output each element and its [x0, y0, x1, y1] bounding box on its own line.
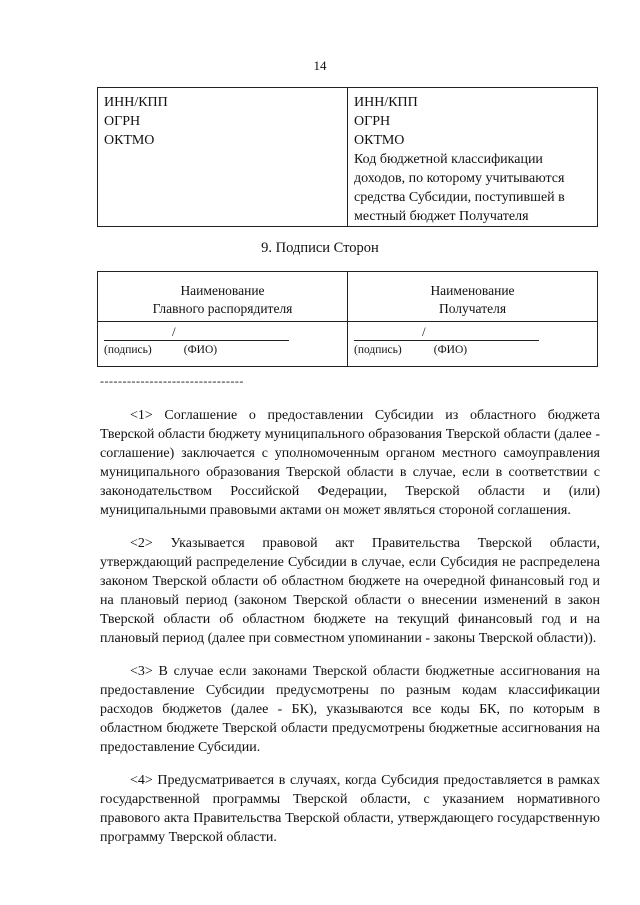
header-line: Наименование [430, 283, 515, 298]
signature-line [104, 326, 289, 341]
page-number: 14 [313, 58, 327, 73]
name-label: (ФИО) [433, 344, 468, 356]
signature-slash: / [172, 324, 176, 339]
requisites-left-cell [98, 88, 348, 227]
requisite-budget-code: средства Субсидии, поступившей в [354, 190, 565, 205]
header-line: Главного распорядителя [152, 301, 293, 316]
footnote-separator: -------------------------------- [100, 374, 244, 388]
requisite-inn-kpp: ИНН/КПП [354, 95, 418, 110]
signature-labels [104, 344, 217, 356]
signature-cell-recipient [348, 322, 598, 367]
header-line: Получателя [438, 301, 507, 316]
footnotes [100, 406, 600, 861]
requisite-budget-code: доходов, по которому учитываются [354, 171, 565, 186]
section-title: 9. Подписи Сторон [261, 240, 379, 256]
requisites-table [97, 87, 598, 227]
signature-cell-distributor [98, 322, 348, 367]
requisite-budget-code: Код бюджетной классификации [354, 152, 543, 167]
signature-slash: / [422, 324, 426, 339]
footnote-2: <2> Указывается правовой акт Правительства Тверской области, утверждающий распределение Субсидии в случае, если Субсидия не распределена законом Тверской области об областном бюджете на очередной финансовый год и на плановый период (законом Тверской области о внесении изменений в закон Тверской области об областном бюджете на текущий финансовый год и на плановый период (далее при совместном упоминании - законы Тверской области)). [100, 536, 600, 646]
signature-line [354, 326, 539, 341]
signatures-table [97, 271, 598, 367]
requisite-ogrn: ОГРН [354, 114, 391, 129]
sign-label: (подпись) [104, 344, 152, 356]
signature-labels [354, 344, 467, 356]
footnote-4: <4> Предусматривается в случаях, когда Субсидия предоставляется в рамках государственной программы Тверской области, с указанием нормативного правового акта Правительства Тверской области, утверждающего государственную программу Тверской области. [100, 773, 600, 845]
sign-label: (подпись) [354, 344, 402, 356]
signature-header-distributor [98, 272, 348, 322]
requisite-inn-kpp: ИНН/КПП [104, 95, 168, 110]
name-label: (ФИО) [183, 344, 218, 356]
requisite-ogrn: ОГРН [104, 114, 141, 129]
requisites-right-cell [348, 88, 598, 227]
requisite-oktmo: ОКТМО [104, 133, 155, 148]
footnote-1: <1> Соглашение о предоставлении Субсидии из областного бюджета Тверской области бюджету муниципального образования Тверской области (далее - соглашение) заключается с уполномоченным органом местного самоуправления муниципального образования Тверской области в случае, если в соответствии с законодательством Российской Федерации, Тверской области и (или) муниципальными правовыми актами он может являться стороной соглашения. [100, 408, 600, 518]
signature-header-recipient [348, 272, 598, 322]
footnote-3: <3> В случае если законами Тверской области бюджетные ассигнования на предоставление Субсидии предусмотрены по разным кодам классификации расходов бюджетов (далее - БК), указываются все коды БК, по которым в областном бюджете Тверской области предусмотрены бюджетные ассигнования на предоставление Субсидии. [100, 664, 600, 755]
requisite-budget-code: местный бюджет Получателя [354, 209, 529, 224]
header-line: Наименование [180, 283, 265, 298]
requisite-oktmo: ОКТМО [354, 133, 405, 148]
